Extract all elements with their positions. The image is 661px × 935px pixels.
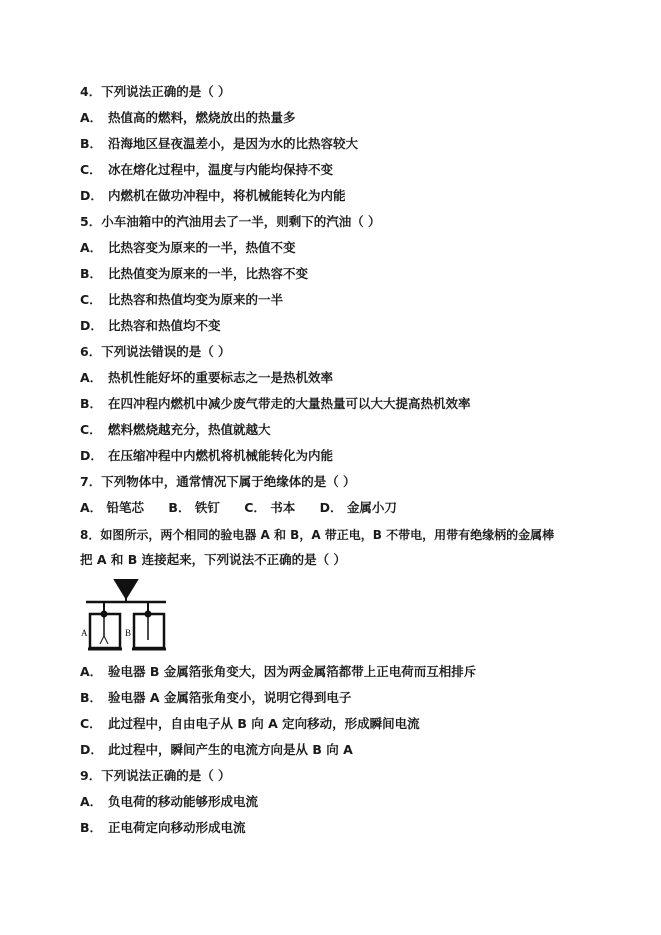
question-6-option-a: A． 热机性能好坏的重要标志之一是热机效率 (80, 370, 334, 385)
question-7-options (80, 499, 397, 517)
question-8-option-a: A． 验电器 B 金属箔张角变大，因为两金属箔都带上正电荷而互相排斥 (80, 664, 477, 679)
insulated-handle (115, 580, 137, 598)
question-8-stem-line-2: 把 A 和 B 连接起来，下列说法不正确的是（ ） (80, 552, 346, 567)
question-4-option-b: B． 沿海地区昼夜温差小，是因为水的比热容较大 (80, 136, 359, 151)
question-6-option-d: D． 在压缩冲程中内燃机将机械能转化为内能 (80, 448, 334, 463)
question-9-stem: 9．下列说法正确的是（ ） (80, 768, 231, 783)
question-8-stem-line-1: 8．如图所示，两个相同的验电器 A 和 B，A 带正电，B 不带电，用带有绝缘柄的金属棒 (80, 528, 555, 542)
question-5-stem: 5．小车油箱中的汽油用去了一半，则剩下的汽油（ ） (80, 214, 381, 229)
question-6-option-b: B． 在四冲程内燃机中减少废气带走的大量热量可以大大提高热机效率 (80, 396, 471, 411)
figure-label-a: A (81, 628, 88, 638)
question-8-option-c: C． 此过程中，自由电子从 B 向 A 定向移动，形成瞬间电流 (80, 716, 420, 731)
question-6-stem: 6．下列说法错误的是（ ） (80, 344, 231, 359)
question-4-option-d: D． 内燃机在做功冲程中，将机械能转化为内能 (80, 188, 346, 203)
question-5-option-a: A． 比热容变为原来的一半，热值不变 (80, 240, 296, 255)
figure-label-b: B (125, 628, 132, 638)
question-7-option-a: A． 铅笔芯 (80, 500, 145, 515)
electroscope-figure (80, 578, 172, 652)
question-7-option-c: C． 书本 (244, 500, 296, 515)
question-8-option-d: D． 此过程中，瞬间产生的电流方向是从 B 向 A (80, 742, 353, 757)
question-4-option-a: A． 热值高的燃料，燃烧放出的热量多 (80, 110, 296, 125)
question-4-stem: 4．下列说法正确的是（ ） (80, 84, 231, 99)
electroscope-a (90, 614, 120, 648)
question-5-option-b: B． 比热值变为原来的一半，比热容不变 (80, 266, 309, 281)
question-9-option-a: A． 负电荷的移动能够形成电流 (80, 794, 259, 809)
question-6-option-c: C． 燃料燃烧越充分，热值就越大 (80, 422, 271, 437)
question-5-option-c: C． 比热容和热值均变为原来的一半 (80, 292, 284, 307)
question-4-option-c: C． 冰在熔化过程中，温度与内能均保持不变 (80, 162, 334, 177)
question-7-option-d: D． 金属小刀 (319, 500, 397, 515)
question-8-option-b: B． 验电器 A 金属箔张角变小，说明它得到电子 (80, 690, 352, 705)
question-5-option-d: D． 比热容和热值均不变 (80, 318, 221, 333)
question-9-option-b: B． 正电荷定向移动形成电流 (80, 820, 246, 835)
electroscope-b (134, 614, 164, 648)
question-7-option-b: B． 铁钉 (168, 500, 220, 515)
question-7-stem: 7．下列物体中，通常情况下属于绝缘体的是（ ） (80, 474, 356, 489)
